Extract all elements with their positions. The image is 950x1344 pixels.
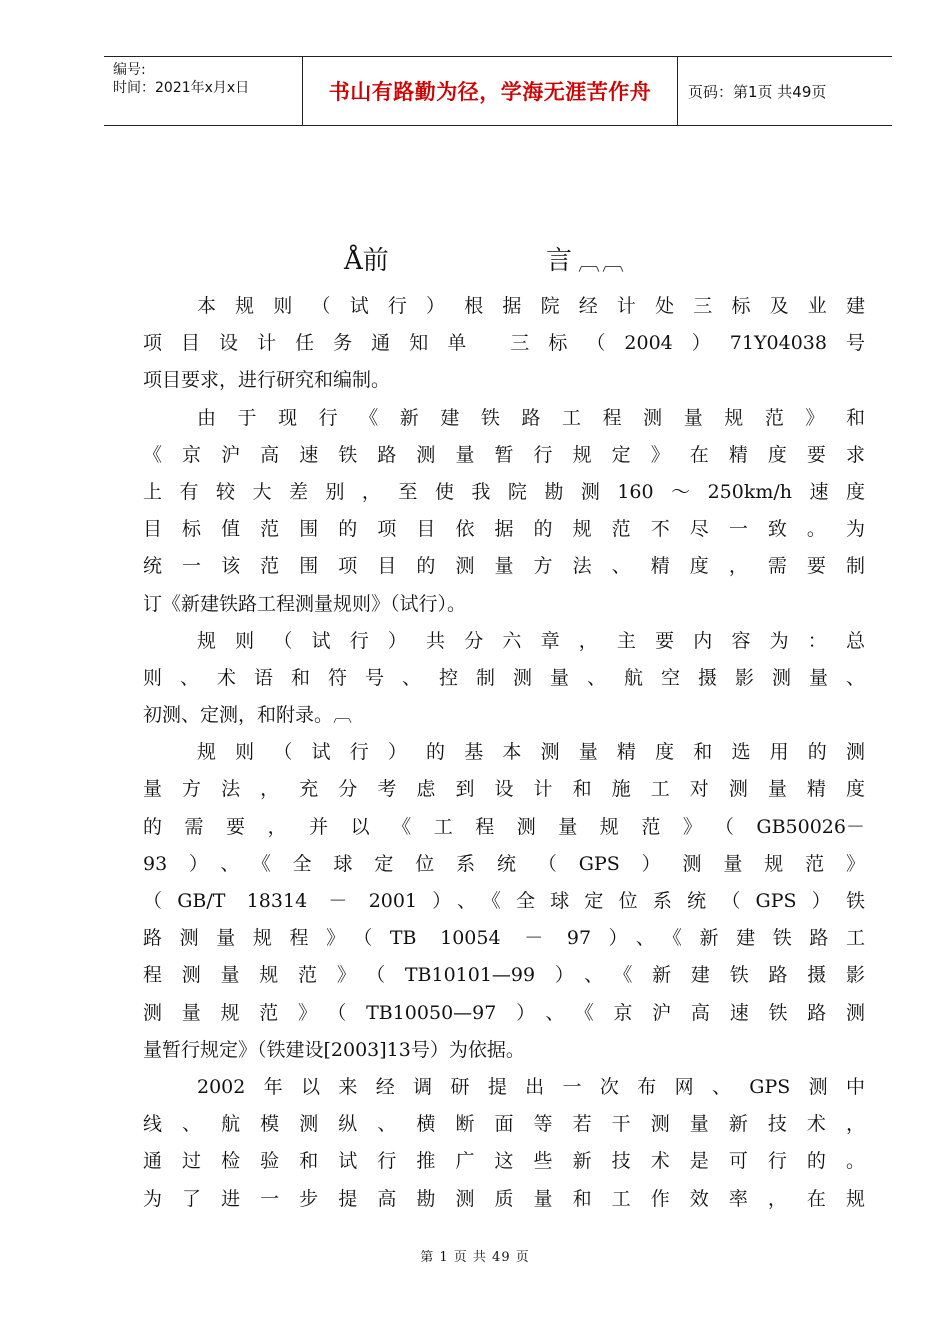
text-line: 为了进一步提高勘测质量和工作效率，在规: [143, 1187, 865, 1210]
text-line: 程测量规范》（TB10101—99）、《新建铁路摄影: [143, 964, 865, 987]
header-motto: 书山有路勤为径，学海无涯苦作舟: [303, 57, 678, 125]
text-line: 规则（试行）的基本测量精度和选用的测: [197, 741, 865, 764]
page-footer: 第 1 页 共 49 页: [420, 1250, 530, 1265]
header-page-number: 页码：第1页 共49页: [688, 82, 827, 101]
text-line: 由于现行《新建铁路工程测量规范》和: [197, 406, 865, 429]
header-meta: [104, 57, 303, 125]
text-line: 量暂行规定》（铁建设[2003]13号）为依据。: [143, 1038, 525, 1061]
text-line: 2002年以来经调研提出一次布网、GPS测中: [197, 1075, 865, 1098]
text-line: 订《新建铁路工程测量规则》（试行）。: [143, 592, 467, 615]
text-line: 本规则（试行）根据院经计处三标及业建: [197, 295, 865, 317]
text-line: 项目设计任务通知单 三标（2004）71Y04038号: [143, 332, 865, 355]
document-body: [143, 288, 865, 1218]
title-marks: ︹︹: [578, 251, 627, 276]
text-line: 项目要求，进行研究和编制。: [143, 369, 391, 392]
text-line: 则、术语和符号、控制测量、航空摄影测量、: [143, 666, 865, 689]
text-line: 《京沪高速铁路测量暂行规定》在精度要求: [143, 443, 865, 466]
text-line: 统一该范围项目的测量方法、精度，需要制: [143, 555, 865, 578]
title-part-2: 言: [546, 246, 573, 276]
document-number-label: 编号:: [113, 62, 146, 78]
text-line: 量方法，充分考虑到设计和施工对测量精度: [143, 778, 865, 801]
page-header: [104, 56, 892, 126]
text-line: （GB/T 18314 － 2001）、《全球定位系统（GPS）铁: [143, 890, 865, 912]
text-line: 上有较大差别，至使我院勘测160～250km/h速度: [143, 480, 865, 503]
text-line: 的需要，并以《工程测量规范》（GB50026－: [143, 815, 865, 838]
text-line: 初测、定测，和附录。︹: [143, 704, 353, 727]
document-time-label: 时间：2021年x月x日: [113, 80, 250, 96]
text-line: 路测量规程》（TB 10054 － 97）、《新建铁路工: [143, 927, 865, 950]
text-line: 规则（试行）共分六章，主要内容为：总: [197, 629, 865, 652]
section-title: [0, 240, 950, 280]
text-line: 目标值范围的项目依据的规范不尽一致。为: [143, 518, 865, 541]
title-part-1: Å前: [344, 246, 389, 276]
text-line: 线、航模测纵、横断面等若干测量新技术，: [143, 1113, 865, 1136]
text-line: 通过检验和试行推广这些新技术是可行的。: [143, 1150, 865, 1173]
text-line: 93）、《全球定位系统（GPS）测量规范》: [143, 852, 865, 875]
text-line: 测量规范》（TB10050—97）、《京沪高速铁路测: [143, 1001, 865, 1024]
